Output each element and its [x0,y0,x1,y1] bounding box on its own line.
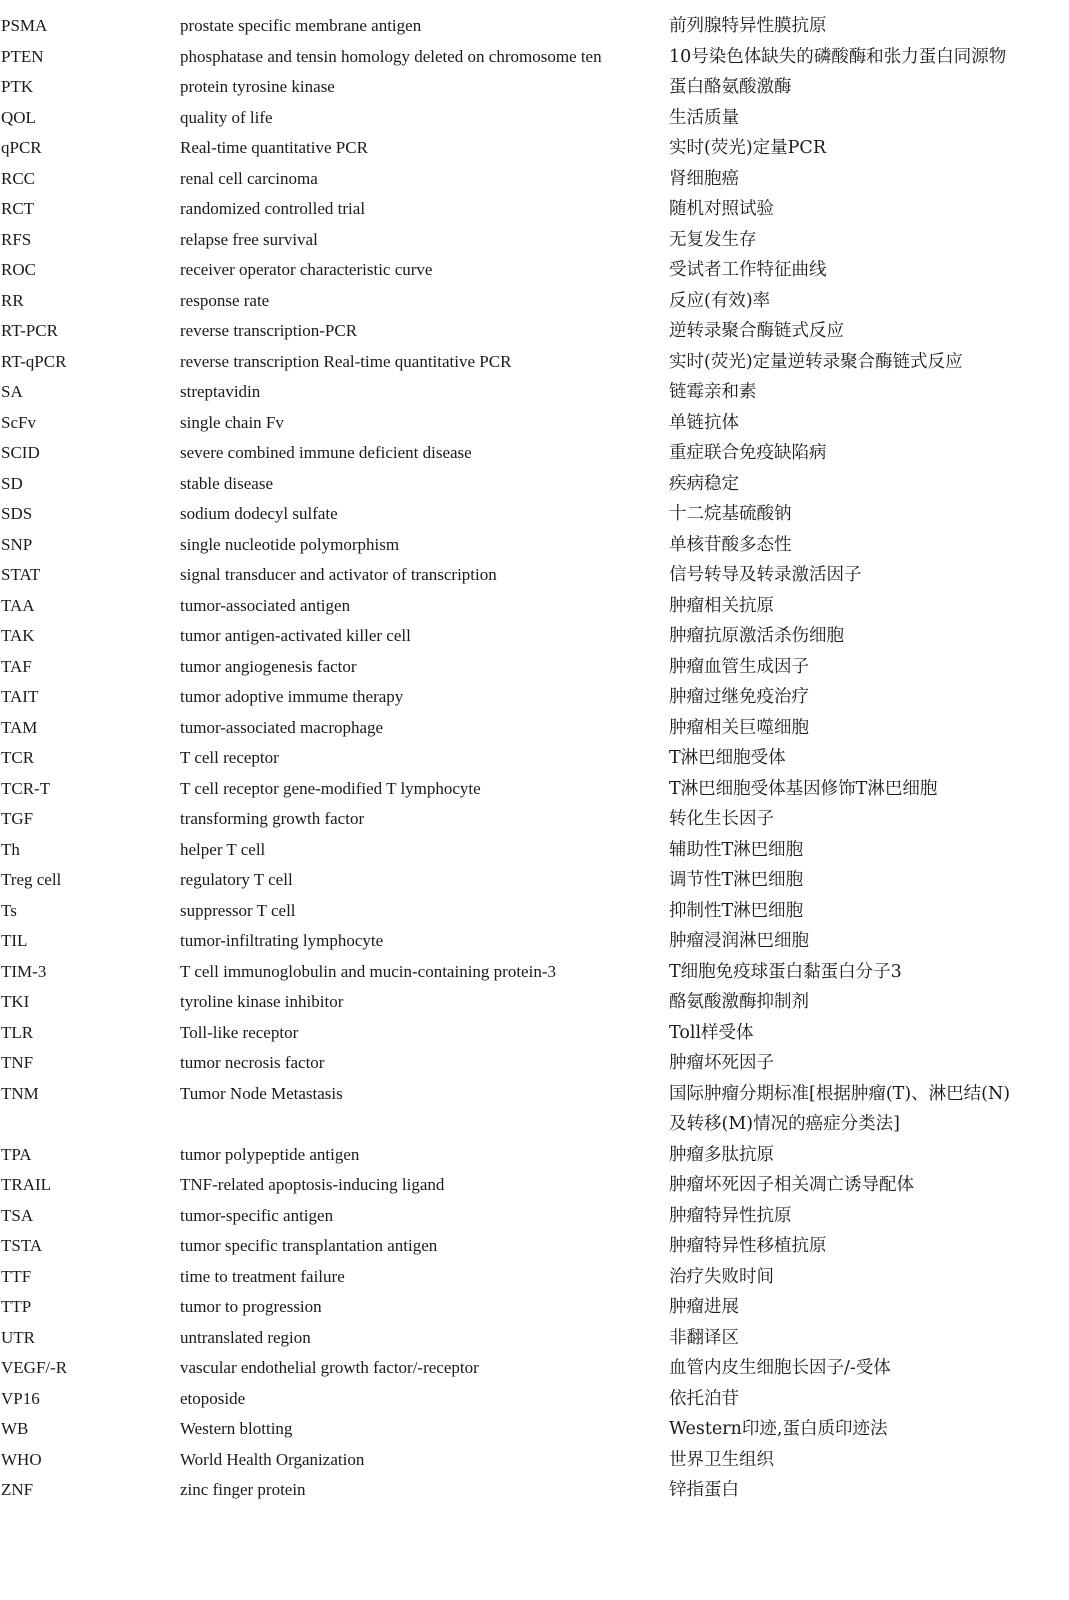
english-term: suppressor T cell [180,900,296,920]
chinese-term-line: 肿瘤相关抗原 [669,595,774,616]
glossary-row [0,164,1069,195]
english-term: zinc finger protein [180,1480,306,1499]
abbreviation: QOL [1,107,36,127]
chinese-term-line: 生活质量 [669,107,739,128]
abbreviation: PTK [1,77,34,96]
glossary-row [0,957,1069,988]
glossary-row [0,1323,1069,1354]
chinese-term [669,438,1059,469]
english-term: streptavidin [180,382,261,401]
english-term: tyroline kinase inhibitor [180,992,344,1011]
chinese-term [669,1048,1059,1079]
chinese-term [669,103,1059,134]
glossary-row [0,1079,1069,1140]
english-term: tumor-associated macrophage [180,717,384,737]
glossary-row [0,1292,1069,1323]
chinese-term-line: 抑制性T淋巴细胞 [669,900,804,921]
chinese-term [669,1231,1059,1262]
chinese-term [669,1018,1059,1049]
english-term: single chain Fv [180,412,284,432]
chinese-term [669,865,1059,896]
glossary-row [0,987,1069,1018]
chinese-term-line: 单核苷酸多态性 [669,534,792,555]
chinese-term [669,1079,1059,1140]
chinese-term-line: 肿瘤抗原激活杀伤细胞 [669,626,844,646]
abbreviation: TAIT [1,687,39,706]
chinese-term-line: 肿瘤血管生成因子 [669,656,809,677]
chinese-term [669,1445,1059,1476]
glossary-row [0,560,1069,591]
abbreviation: Treg cell [1,870,62,889]
english-term: untranslated region [180,1327,311,1347]
chinese-term [669,347,1059,378]
glossary-row [0,469,1069,500]
glossary-row [0,682,1069,713]
chinese-term-line: 依托泊苷 [669,1388,739,1409]
abbreviation: TRAIL [1,1175,52,1194]
chinese-term [669,286,1059,317]
chinese-term-line: 肿瘤坏死因子相关凋亡诱导配体 [669,1175,914,1195]
abbreviation: TAA [1,595,35,615]
chinese-term-line: 非翻译区 [669,1327,739,1348]
english-term: Western blotting [180,1419,293,1438]
glossary-row [0,316,1069,347]
glossary-row [0,1414,1069,1445]
abbreviation: Th [1,839,20,859]
abbreviation: RFS [1,229,32,249]
chinese-term [669,926,1059,957]
chinese-term-line: 链霉亲和素 [669,382,757,402]
chinese-term [669,255,1059,286]
abbreviation: SNP [1,534,33,554]
chinese-term [669,652,1059,683]
chinese-term-line: 酪氨酸激酶抑制剂 [669,992,809,1012]
glossary-row [0,896,1069,927]
abbreviation: TKI [1,992,30,1011]
chinese-term [669,499,1059,530]
chinese-term [669,408,1059,439]
abbreviation: SA [1,382,23,401]
chinese-term [669,133,1059,164]
chinese-term-line: T细胞免疫球蛋白黏蛋白分子3 [669,961,902,982]
chinese-term-line: T淋巴细胞受体基因修饰T淋巴细胞 [669,778,938,799]
chinese-term-line: 肾细胞癌 [669,168,739,189]
chinese-term-line: 无复发生存 [669,229,757,250]
glossary-row [0,1048,1069,1079]
english-term: phosphatase and tensin homology deleted on chromosome ten [180,46,602,66]
abbreviation: RCC [1,168,36,188]
chinese-term [669,316,1059,347]
english-term: etoposide [180,1388,246,1408]
chinese-term-line: Western印迹,蛋白质印迹法 [669,1419,888,1439]
chinese-term-line: 肿瘤过继免疫治疗 [669,687,809,707]
glossary-row [0,347,1069,378]
english-term: tumor angiogenesis factor [180,656,357,676]
abbreviation: TAF [1,656,32,676]
chinese-term [669,774,1059,805]
chinese-term [669,987,1059,1018]
english-term: renal cell carcinoma [180,168,318,188]
abbreviation: RT-PCR [1,321,58,340]
glossary-row [0,1353,1069,1384]
abbreviation: SDS [1,504,33,523]
chinese-term-line: 世界卫生组织 [669,1449,774,1470]
chinese-term-line: Toll样受体 [669,1022,754,1043]
abbreviation: VP16 [1,1388,40,1408]
chinese-term-line: 反应(有效)率 [669,290,771,311]
abbreviation: SD [1,473,23,493]
glossary-row [0,72,1069,103]
glossary-row [0,621,1069,652]
abbreviation: TTP [1,1297,32,1316]
english-term: response rate [180,290,270,310]
glossary-row [0,225,1069,256]
english-term: helper T cell [180,839,266,859]
chinese-term-line: 蛋白酪氨酸激酶 [669,77,792,97]
chinese-term [669,194,1059,225]
english-term: tumor-specific antigen [180,1205,334,1225]
chinese-term [669,896,1059,927]
chinese-term-line: 国际肿瘤分期标准[根据肿瘤(T)、淋巴结(N) [669,1083,1011,1104]
english-term: randomized controlled trial [180,199,366,218]
english-term: sodium dodecyl sulfate [180,504,338,523]
glossary-row [0,42,1069,73]
chinese-term-line: 实时(荧光)定量PCR [669,138,826,158]
chinese-term-line: 转化生长因子 [669,809,774,829]
english-term: Toll-like receptor [180,1022,299,1042]
abbreviation: TCR-T [1,778,51,798]
glossary-row [0,1231,1069,1262]
chinese-term [669,1414,1059,1445]
glossary-row [0,530,1069,561]
abbreviation: TSA [1,1205,34,1225]
chinese-term [669,42,1059,73]
glossary-row [0,377,1069,408]
chinese-term [669,713,1059,744]
chinese-term-line: 肿瘤特异性移植抗原 [669,1236,827,1256]
abbreviation: STAT [1,565,41,584]
chinese-term [669,1323,1059,1354]
abbreviation: TPA [1,1144,32,1164]
abbreviation: TAK [1,626,35,645]
english-term: tumor to progression [180,1297,322,1316]
chinese-term [669,1292,1059,1323]
abbreviation: PTEN [1,46,44,66]
chinese-term-line: 肿瘤浸润淋巴细胞 [669,931,809,951]
english-term: tumor polypeptide antigen [180,1144,360,1164]
chinese-term-line: 肿瘤进展 [669,1297,739,1317]
chinese-term-line: 锌指蛋白 [669,1480,739,1500]
english-term: T cell immunoglobulin and mucin-containing protein-3 [180,961,556,981]
abbreviation: TIM-3 [1,961,47,981]
chinese-term [669,1262,1059,1293]
glossary-row [0,194,1069,225]
chinese-term [669,469,1059,500]
glossary-row [0,103,1069,134]
chinese-term-line: 调节性T淋巴细胞 [669,870,804,890]
chinese-term-line: 前列腺特异性膜抗原 [669,16,827,36]
chinese-term-line: 10号染色体缺失的磷酸酶和张力蛋白同源物 [669,46,1007,67]
abbreviation: ZNF [1,1480,34,1499]
english-term: tumor antigen-activated killer cell [180,626,411,645]
glossary-row [0,1201,1069,1232]
abbreviation: TNM [1,1083,39,1103]
english-term: time to treatment failure [180,1266,345,1286]
english-term: single nucleotide polymorphism [180,534,400,554]
glossary-row [0,1018,1069,1049]
abbreviation: TCR [1,748,35,767]
chinese-term [669,225,1059,256]
english-term: Tumor Node Metastasis [180,1083,343,1103]
glossary-table [0,11,1069,1506]
glossary-row [0,255,1069,286]
glossary-row [0,1445,1069,1476]
english-term: vascular endothelial growth factor/-receptor [180,1358,479,1377]
abbreviation: UTR [1,1327,35,1347]
english-term: T cell receptor gene-modified T lymphocyte [180,778,481,798]
glossary-row [0,774,1069,805]
english-term: protein tyrosine kinase [180,77,335,96]
glossary-row [0,713,1069,744]
abbreviation: TIL [1,931,28,950]
abbreviation: PSMA [1,16,48,35]
chinese-term [669,1475,1059,1506]
glossary-row [0,591,1069,622]
english-term: relapse free survival [180,229,318,249]
english-term: transforming growth factor [180,809,365,828]
chinese-term-line: 疾病稳定 [669,473,739,494]
glossary-row [0,1262,1069,1293]
glossary-row [0,652,1069,683]
glossary-row [0,1170,1069,1201]
chinese-term-line: 重症联合免疫缺陷病 [669,443,827,463]
glossary-row [0,835,1069,866]
chinese-term-line: 血管内皮生细胞长因子/-受体 [669,1358,891,1378]
abbreviation: RT-qPCR [1,351,67,371]
english-term: T cell receptor [180,748,279,767]
glossary-row [0,408,1069,439]
abbreviation: WHO [1,1449,42,1469]
english-term: tumor necrosis factor [180,1053,325,1072]
glossary-row [0,133,1069,164]
chinese-term-line: 信号转导及转录激活因子 [669,565,862,585]
chinese-term-line: 肿瘤相关巨噬细胞 [669,717,809,738]
chinese-term-line: 治疗失败时间 [669,1266,774,1287]
chinese-term [669,1140,1059,1171]
abbreviation: VEGF/-R [1,1358,68,1377]
abbreviation: SCID [1,443,40,462]
chinese-term-line: 受试者工作特征曲线 [669,260,827,280]
chinese-term [669,591,1059,622]
chinese-term-line: T淋巴细胞受体 [669,748,786,768]
chinese-term [669,957,1059,988]
chinese-term-line: 逆转录聚合酶链式反应 [669,321,844,341]
chinese-term [669,1170,1059,1201]
glossary-row [0,1384,1069,1415]
chinese-term [669,530,1059,561]
abbreviation: TTF [1,1266,32,1286]
chinese-term [669,682,1059,713]
english-term: tumor specific transplantation antigen [180,1236,438,1255]
english-term: prostate specific membrane antigen [180,16,422,35]
english-term: tumor adoptive immume therapy [180,687,404,706]
chinese-term [669,743,1059,774]
abbreviation: RR [1,290,24,310]
chinese-term [669,164,1059,195]
chinese-term [669,1384,1059,1415]
chinese-term-line: 实时(荧光)定量逆转录聚合酶链式反应 [669,351,963,372]
english-term: World Health Organization [180,1449,365,1469]
chinese-term-line: 及转移(M)情况的癌症分类法] [669,1114,900,1134]
chinese-term [669,1201,1059,1232]
english-term: tumor-infiltrating lymphocyte [180,931,384,950]
glossary-row [0,1140,1069,1171]
glossary-row [0,11,1069,42]
english-term: signal transducer and activator of transcription [180,565,497,584]
chinese-term [669,1353,1059,1384]
chinese-term [669,804,1059,835]
chinese-term [669,560,1059,591]
english-term: reverse transcription Real-time quantitative PCR [180,351,512,371]
abbreviation: TAM [1,717,38,737]
abbreviation: qPCR [1,138,42,157]
glossary-row [0,804,1069,835]
chinese-term [669,835,1059,866]
abbreviation: WB [1,1419,29,1438]
abbreviation: RCT [1,199,35,218]
chinese-term-line: 十二烷基硫酸钠 [669,504,792,524]
english-term: TNF-related apoptosis-inducing ligand [180,1175,445,1194]
abbreviation: Ts [1,900,17,920]
abbreviation: ScFv [1,412,36,432]
glossary-row [0,438,1069,469]
chinese-term [669,621,1059,652]
glossary-row [0,286,1069,317]
english-term: receiver operator characteristic curve [180,260,433,279]
glossary-row [0,865,1069,896]
chinese-term-line: 肿瘤特异性抗原 [669,1205,792,1226]
english-term: stable disease [180,473,273,493]
chinese-term-line: 随机对照试验 [669,199,774,219]
chinese-term-line: 单链抗体 [669,412,739,433]
abbreviation: TGF [1,809,34,828]
abbreviation: TNF [1,1053,34,1072]
abbreviation: TLR [1,1022,34,1042]
chinese-term-line: 肿瘤多肽抗原 [669,1144,774,1165]
abbreviation: TSTA [1,1236,43,1255]
english-term: reverse transcription-PCR [180,321,358,340]
english-term: tumor-associated antigen [180,595,351,615]
english-term: regulatory T cell [180,870,293,889]
chinese-term-line: 辅助性T淋巴细胞 [669,839,804,860]
glossary-row [0,926,1069,957]
chinese-term [669,72,1059,103]
glossary-row [0,499,1069,530]
english-term: severe combined immune deficient disease [180,443,472,462]
english-term: quality of life [180,107,273,127]
english-term: Real-time quantitative PCR [180,138,368,157]
chinese-term [669,11,1059,42]
glossary-row [0,743,1069,774]
chinese-term-line: 肿瘤坏死因子 [669,1053,774,1073]
glossary-row [0,1475,1069,1506]
chinese-term [669,377,1059,408]
abbreviation: ROC [1,260,36,279]
